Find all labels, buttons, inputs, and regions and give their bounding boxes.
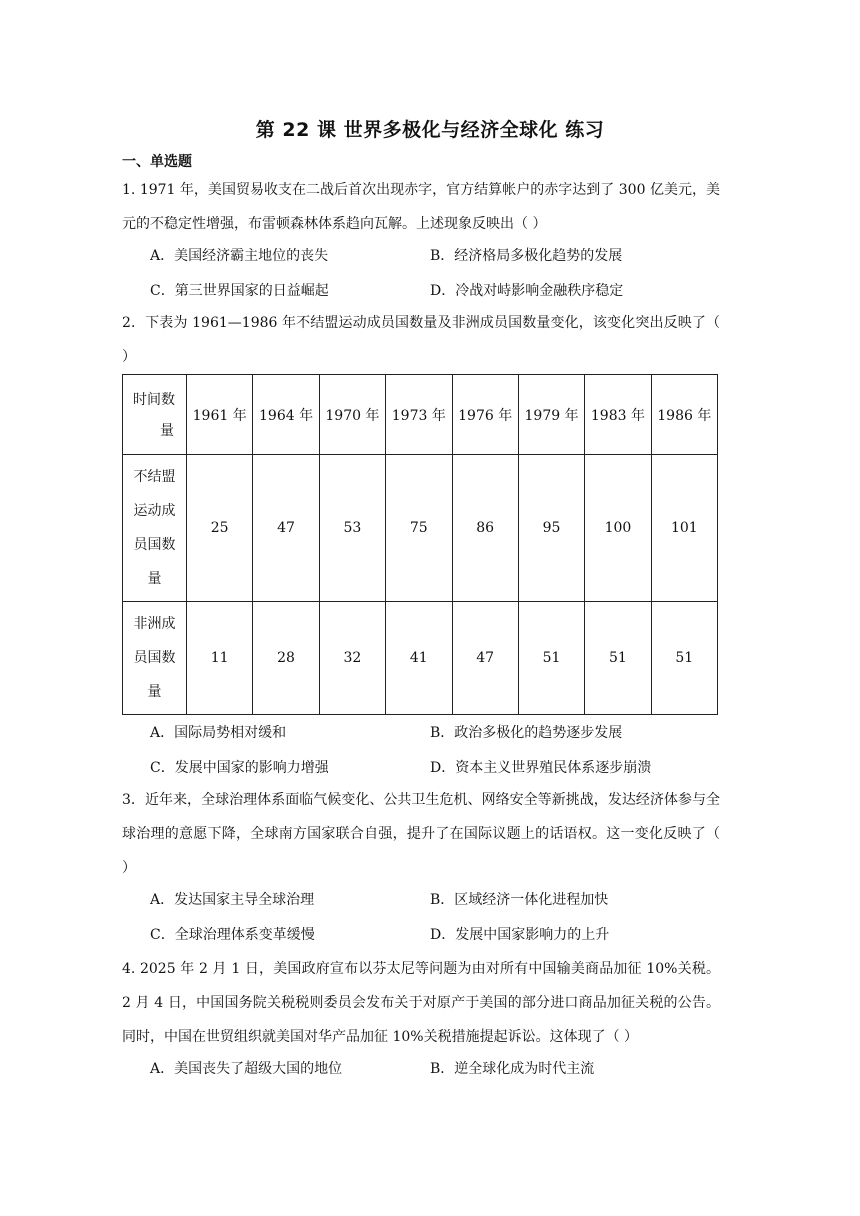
row-label-line: 员国数 [133,650,176,666]
year-header: 1979 年 [518,375,584,455]
table-cell: 75 [386,455,452,602]
row-label-line: 量 [147,684,162,700]
corner-top-label: 时间数 [133,392,175,408]
row-label-line: 运动成 [133,503,176,519]
table-header-row [123,375,718,455]
table-cell: 101 [651,455,717,602]
row-label-line: 量 [147,571,162,587]
q1-option-c[interactable]: C．第三世界国家的日益崛起 [150,283,329,299]
table-row-africa [123,602,718,715]
table-cell: 86 [452,455,518,602]
q2-option-b[interactable]: B．政治多极化的趋势逐步发展 [430,725,623,741]
table-cell: 32 [319,602,385,715]
year-header: 1986 年 [651,375,717,455]
q3-option-d[interactable]: D．发展中国家影响力的上升 [430,927,610,943]
q4-option-b[interactable]: B．逆全球化成为时代主流 [430,1061,595,1077]
page-title: 第 22 课 世界多极化与经济全球化 练习 [255,119,605,141]
question-3-stem: 3．近年来，全球治理体系面临气候变化、公共卫生危机、网络安全等新挑战，发达经济体参与全球治理的意愿下降，全球南方国家联合自强，提升了在国际议题上的话语权。这一变化反映了（ ） [122,792,720,876]
question-4-stem: 4. 2025 年 2 月 1 日，美国政府宣布以芬太尼等问题为由对所有中国输美商品加征 10%关税。2 月 4 日，中国国务院关税税则委员会发布关于对原产于美国的部分进口商品加征关税的公告。同时，中国在世贸组织就美国对华产品加征 10%关税措施提起诉讼。这体现了（ ） [122,961,720,1045]
row-label-line: 员国数 [133,537,176,553]
row-label-africa [123,602,187,715]
section-heading: 一、单选题 [122,154,192,170]
corner-bottom-label: 量 [160,423,174,439]
table-cell: 25 [187,455,253,602]
row-label-line: 不结盟 [133,469,176,485]
q2-option-d[interactable]: D．资本主义世界殖民体系逐步崩溃 [430,760,652,776]
table-cell: 47 [253,455,319,602]
year-header: 1976 年 [452,375,518,455]
year-header: 1973 年 [386,375,452,455]
table-corner-cell [123,375,187,455]
table-cell: 51 [518,602,584,715]
table-row-nonaligned [123,455,718,602]
year-header: 1964 年 [253,375,319,455]
table-cell: 28 [253,602,319,715]
table-cell: 51 [585,602,651,715]
q3-option-a[interactable]: A．发达国家主导全球治理 [150,892,315,908]
year-header: 1970 年 [319,375,385,455]
q1-option-a[interactable]: A．美国经济霸主地位的丧失 [150,248,329,264]
year-header: 1961 年 [187,375,253,455]
table-cell: 51 [651,602,717,715]
question-1-stem: 1. 1971 年，美国贸易收支在二战后首次出现赤字，官方结算帐户的赤字达到了 300 亿美元，美元的不稳定性增强，布雷顿森林体系趋向瓦解。上述现象反映出（ ） [122,182,720,232]
question-2-stem: 2．下表为 1961—1986 年不结盟运动成员国数量及非洲成员国数量变化，该变化突出反映了（ ） [122,315,720,365]
q2-option-a[interactable]: A．国际局势相对缓和 [150,725,287,741]
q2-option-c[interactable]: C．发展中国家的影响力增强 [150,760,329,776]
q3-option-b[interactable]: B．区域经济一体化进程加快 [430,892,609,908]
table-cell: 100 [585,455,651,602]
row-label-line: 非洲成 [133,616,176,632]
q1-option-d[interactable]: D．冷战对峙影响金融秩序稳定 [430,283,624,299]
q3-option-c[interactable]: C．全球治理体系变革缓慢 [150,927,315,943]
year-header: 1983 年 [585,375,651,455]
q4-option-a[interactable]: A．美国丧失了超级大国的地位 [150,1061,343,1077]
member-count-table [122,374,718,715]
row-label-nonaligned [123,455,187,602]
q1-option-b[interactable]: B．经济格局多极化趋势的发展 [430,248,623,264]
table-cell: 47 [452,602,518,715]
table-cell: 41 [386,602,452,715]
table-cell: 11 [187,602,253,715]
table-cell: 53 [319,455,385,602]
table-cell: 95 [518,455,584,602]
